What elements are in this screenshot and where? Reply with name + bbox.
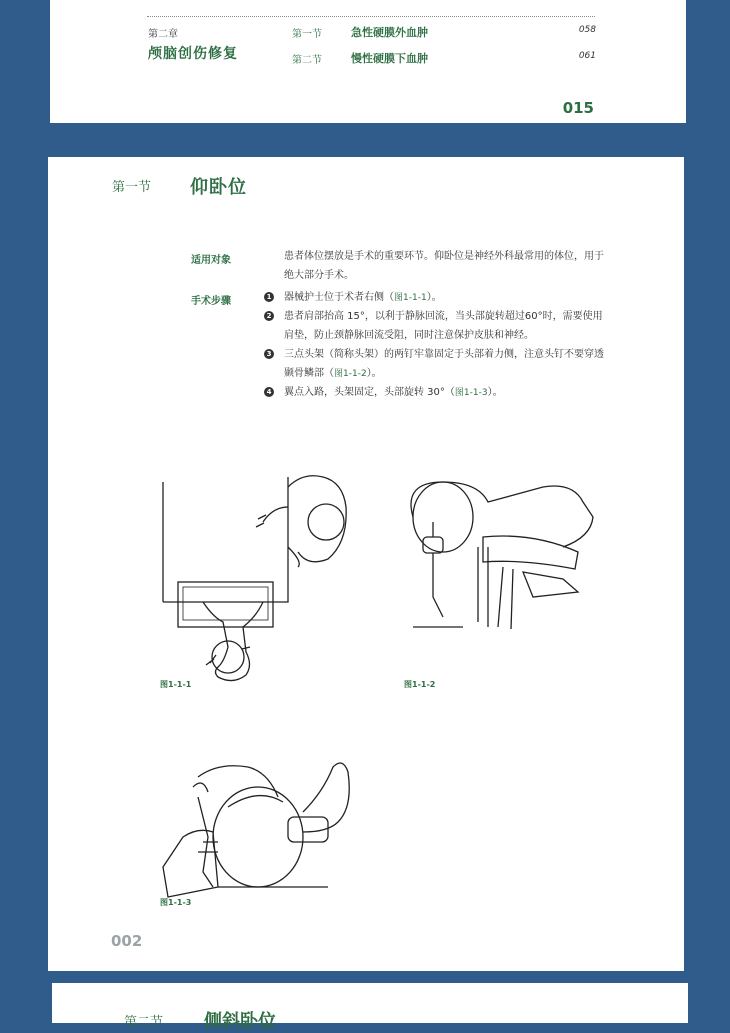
- head-frame-side-illustration: [403, 477, 603, 637]
- toc-page-number: 061: [578, 51, 596, 61]
- applies-label: 适用对象: [191, 255, 231, 266]
- figure-caption: 图1-1-1: [160, 680, 192, 689]
- toc-section: 第二节: [292, 55, 322, 66]
- toc-title: 急性硬膜外血肿: [351, 26, 428, 39]
- step-number: 3: [264, 349, 274, 359]
- page-number: 002: [111, 932, 143, 950]
- toc-page-number: 058: [578, 25, 596, 35]
- next-section-label: 第二节: [124, 1015, 164, 1030]
- head-rotation-illustration: [158, 757, 358, 907]
- applies-text: 患者体位摆放是手术的重要环节。仰卧位是神经外科最常用的体位，用于绝大部分手术。: [284, 251, 604, 281]
- step-number: 1: [264, 292, 274, 302]
- steps-label: 手术步骤: [191, 296, 231, 307]
- step-text: 三点头架（简称头架）的两钉牢靠固定于头部着力侧，注意头钉不要穿透颞骨鳞部（: [284, 349, 604, 379]
- toc-entry[interactable]: [292, 51, 596, 67]
- next-section-title: 侧斜卧位: [204, 1011, 276, 1032]
- step-tail: ）。: [426, 292, 442, 303]
- figure-caption: 图1-1-2: [404, 680, 436, 689]
- chapter-title: 颅脑创伤修复: [148, 46, 238, 62]
- next-page: [52, 983, 688, 1032]
- step-text: 翼点入路，头架固定，头部旋转 30°（: [284, 387, 455, 398]
- figure-ref[interactable]: 图1-1-2: [334, 369, 367, 379]
- section-label: 第一节: [112, 180, 152, 195]
- step-tail: ）。: [487, 387, 503, 398]
- step-text: 患者肩部抬高 15°，以利于静脉回流，当头部旋转超过60°时，需要使用肩垫，防止颈静脉回流受阻，同时注意保护皮肤和神经。: [284, 311, 603, 341]
- dotted-divider: [147, 16, 595, 17]
- chapter-number: 第二章: [148, 29, 178, 40]
- content-page: [48, 157, 684, 971]
- step-text: 器械护士位于术者右侧（: [284, 292, 394, 303]
- toc-entry[interactable]: [292, 25, 596, 41]
- toc-section: 第一节: [292, 29, 322, 40]
- step-number: 2: [264, 311, 274, 321]
- step-tail: ）。: [366, 368, 382, 379]
- step-number: 4: [264, 387, 274, 397]
- figure-ref[interactable]: 图1-1-3: [454, 388, 488, 398]
- section-title: 仰卧位: [190, 177, 247, 198]
- operating-table-illustration: [158, 467, 358, 657]
- toc-page: [50, 0, 686, 123]
- figure-ref[interactable]: 图1-1-1: [394, 293, 427, 303]
- page-number: 015: [562, 99, 594, 117]
- toc-title: 慢性硬膜下血肿: [351, 52, 428, 65]
- figure-caption: 图1-1-3: [160, 898, 192, 907]
